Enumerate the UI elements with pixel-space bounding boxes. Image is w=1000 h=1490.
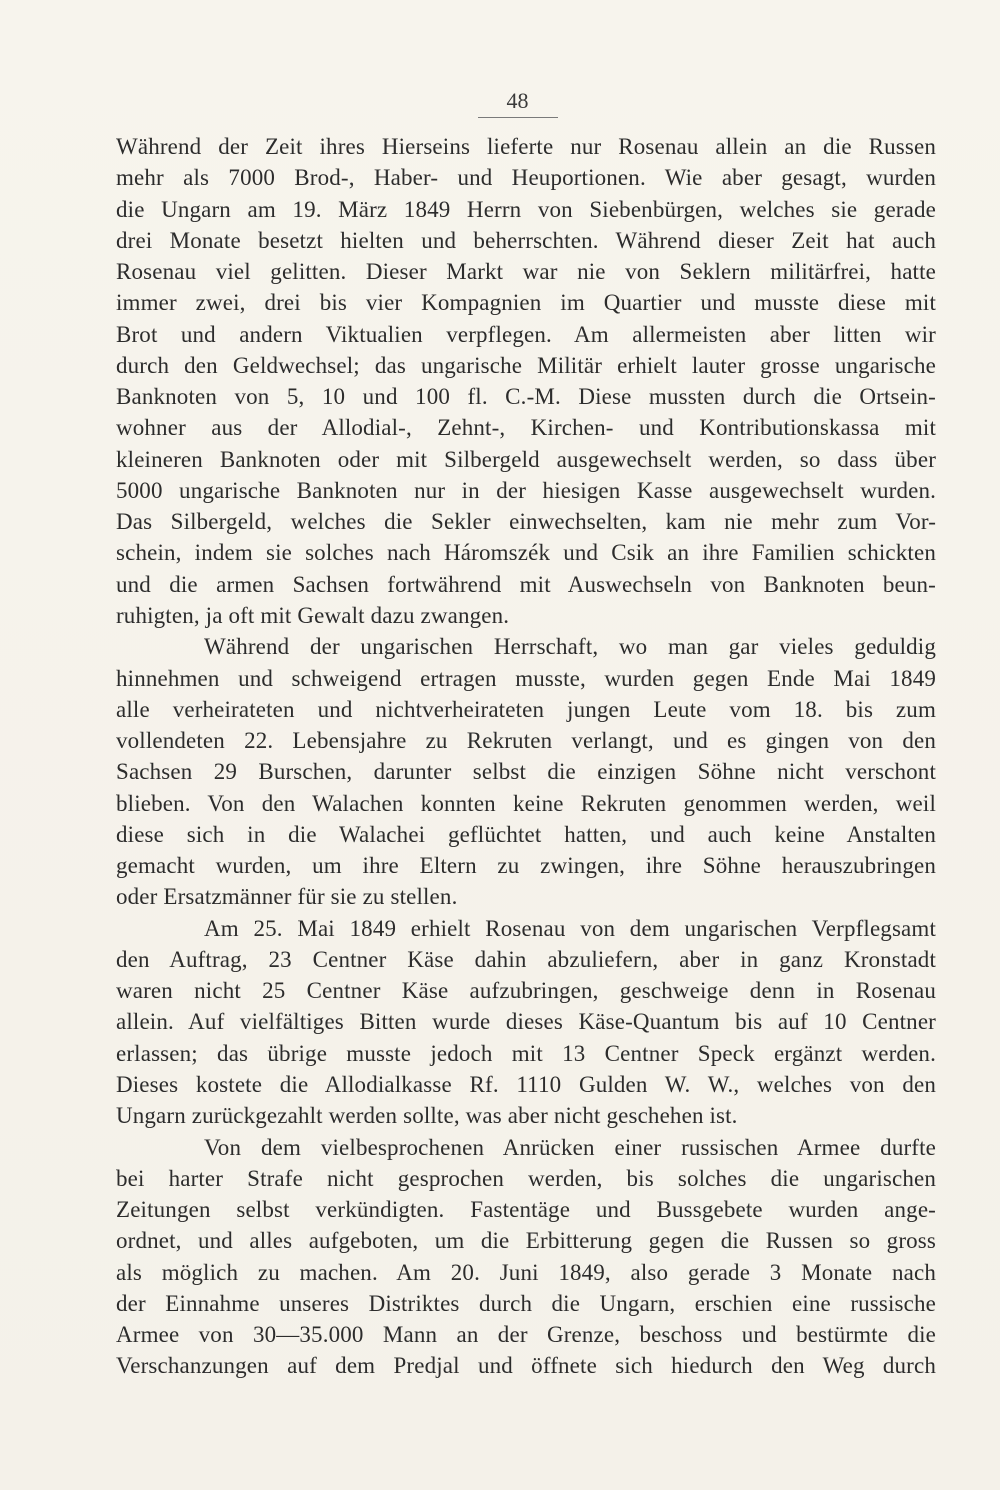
text-line: Während der ungarischen Herrschaft, wo man gar vieles geduldig <box>204 634 936 660</box>
text-line: und die armen Sachsen fortwährend mit Auswechseln von Banknoten beun- <box>116 571 936 597</box>
text-line: ruhigten, ja oft mit Gewalt dazu zwangen. <box>116 602 510 628</box>
text-line: blieben. Von den Walachen konnten keine Rekruten genommen werden, weil <box>116 790 936 816</box>
text-line: Rosenau viel gelitten. Dieser Markt war nie von Seklern militärfrei, hatte <box>116 259 936 285</box>
text-line: drei Monate besetzt hielten und beherrschten. Während dieser Zeit hat auch <box>116 227 936 253</box>
text-line: alle verheirateten und nichtverheirateten jungen Leute vom 18. bis zum <box>116 696 936 722</box>
text-line: schein, indem sie solches nach Háromszék und Csik an ihre Familien schickten <box>116 540 936 566</box>
text-line: hinnehmen und schweigend ertragen musste, wurden gegen Ende Mai 1849 <box>116 665 936 691</box>
text-line: bei harter Strafe nicht gesprochen werden, bis solches die ungarischen <box>116 1165 936 1191</box>
text-line: Zeitungen selbst verkündigten. Fastentäge und Bussgebete wurden ange- <box>116 1197 936 1223</box>
text-line: als möglich zu machen. Am 20. Juni 1849, also gerade 3 Monate nach <box>116 1259 936 1285</box>
text-line: immer zwei, drei bis vier Kompagnien im Quartier und musste diese mit <box>116 290 936 316</box>
text-line: allein. Auf vielfältiges Bitten wurde dieses Käse-Quantum bis auf 10 Centner <box>116 1009 936 1035</box>
text-line: den Auftrag, 23 Centner Käse dahin abzuliefern, aber in ganz Kronstadt <box>116 946 936 972</box>
text-line: der Einnahme unseres Distriktes durch die Ungarn, erschien eine russische <box>116 1290 936 1316</box>
text-line: die Ungarn am 19. März 1849 Herrn von Siebenbürgen, welches sie gerade <box>116 196 936 222</box>
text-line: waren nicht 25 Centner Käse aufzubringen, geschweige denn in Rosenau <box>116 978 936 1004</box>
text-line: Armee von 30—35.000 Mann an der Grenze, beschoss und bestürmte die <box>116 1322 936 1348</box>
text-line: kleineren Banknoten oder mit Silbergeld ausgewechselt werden, so dass über <box>116 446 936 472</box>
text-line: Banknoten von 5, 10 und 100 fl. C.-M. Diese mussten durch die Ortsein- <box>116 384 936 410</box>
text-line: vollendeten 22. Lebensjahre zu Rekruten verlangt, und es gingen von den <box>116 728 936 754</box>
text-line: ordnet, und alles aufgeboten, um die Erbitterung gegen die Russen so gross <box>116 1228 936 1254</box>
text-line: gemacht wurden, um ihre Eltern zu zwingen, ihre Söhne herauszubringen <box>116 853 936 879</box>
text-line: 5000 ungarische Banknoten nur in der hiesigen Kasse ausgewechselt wurden. <box>116 477 936 503</box>
text-line: Sachsen 29 Burschen, darunter selbst die einzigen Söhne nicht verschont <box>116 759 936 785</box>
text-line: wohner aus der Allodial-, Zehnt-, Kirchen- und Kontributionskassa mit <box>116 415 936 441</box>
text-line: erlassen; das übrige musste jedoch mit 13 Centner Speck ergänzt werden. <box>116 1040 936 1066</box>
text-line: Das Silbergeld, welches die Sekler einwechselten, kam nie mehr zum Vor- <box>116 509 936 535</box>
text-line: oder Ersatzmänner für sie zu stellen. <box>116 884 458 910</box>
page-number-rule <box>478 117 558 118</box>
text-line: Am 25. Mai 1849 erhielt Rosenau von dem ungarischen Verpflegsamt <box>204 915 936 941</box>
text-line: Ungarn zurückgezahlt werden sollte, was aber nicht geschehen ist. <box>116 1103 738 1129</box>
text-line: Von dem vielbesprochenen Anrücken einer russischen Armee durfte <box>204 1134 936 1160</box>
page-number: 48 <box>506 88 529 113</box>
text-line: Brot und andern Viktualien verpflegen. Am allermeisten aber litten wir <box>116 321 936 347</box>
text-line: durch den Geldwechsel; das ungarische Militär erhielt lauter grosse ungarische <box>116 352 936 378</box>
text-line: mehr als 7000 Brod-, Haber- und Heuportionen. Wie aber gesagt, wurden <box>116 165 936 191</box>
text-line: diese sich in die Walachei geflüchtet hatten, und auch keine Anstalten <box>116 821 936 847</box>
text-line: Verschanzungen auf dem Predjal und öffnete sich hiedurch den Weg durch <box>116 1353 936 1379</box>
text-line: Dieses kostete die Allodialkasse Rf. 1110 Gulden W. W., welches von den <box>116 1071 936 1097</box>
text-line: Während der Zeit ihres Hierseins lieferte nur Rosenau allein an die Russen <box>116 134 936 159</box>
body-text <box>116 131 936 1382</box>
